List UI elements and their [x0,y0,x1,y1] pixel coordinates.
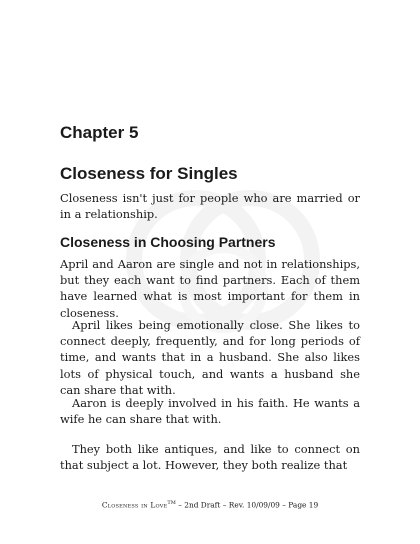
page-footer [0,498,420,510]
body-paragraph: Aaron is deeply involved in his faith. He wants a wife he can share that with. [60,396,360,427]
body-paragraph: They both like antiques, and like to connect on that subject a lot. However, they both realize that [60,442,360,473]
footer-details: – 2nd Draft – Rev. 10/09/09 – Page 19 [175,500,319,510]
intro-paragraph: Closeness isn't just for people who are married or in a relationship. [60,191,360,222]
body-paragraph: April likes being emotionally close. She likes to connect deeply, frequently, and for long periods of time, and wants that in a husband. She also likes lots of physical touch, and wants a husband she can share that with. [60,318,360,397]
chapter-label: Chapter 5 [60,123,139,142]
footer-book-title: Closeness in Love [101,500,168,510]
footer-trademark: TM [167,500,176,506]
body-paragraph: April and Aaron are single and not in relationships, but they each want to find partners. Each of them have learned what is most important for them in closeness. [60,257,360,320]
section-heading: Closeness in Choosing Partners [60,234,276,250]
chapter-title: Closeness for Singles [60,164,238,183]
